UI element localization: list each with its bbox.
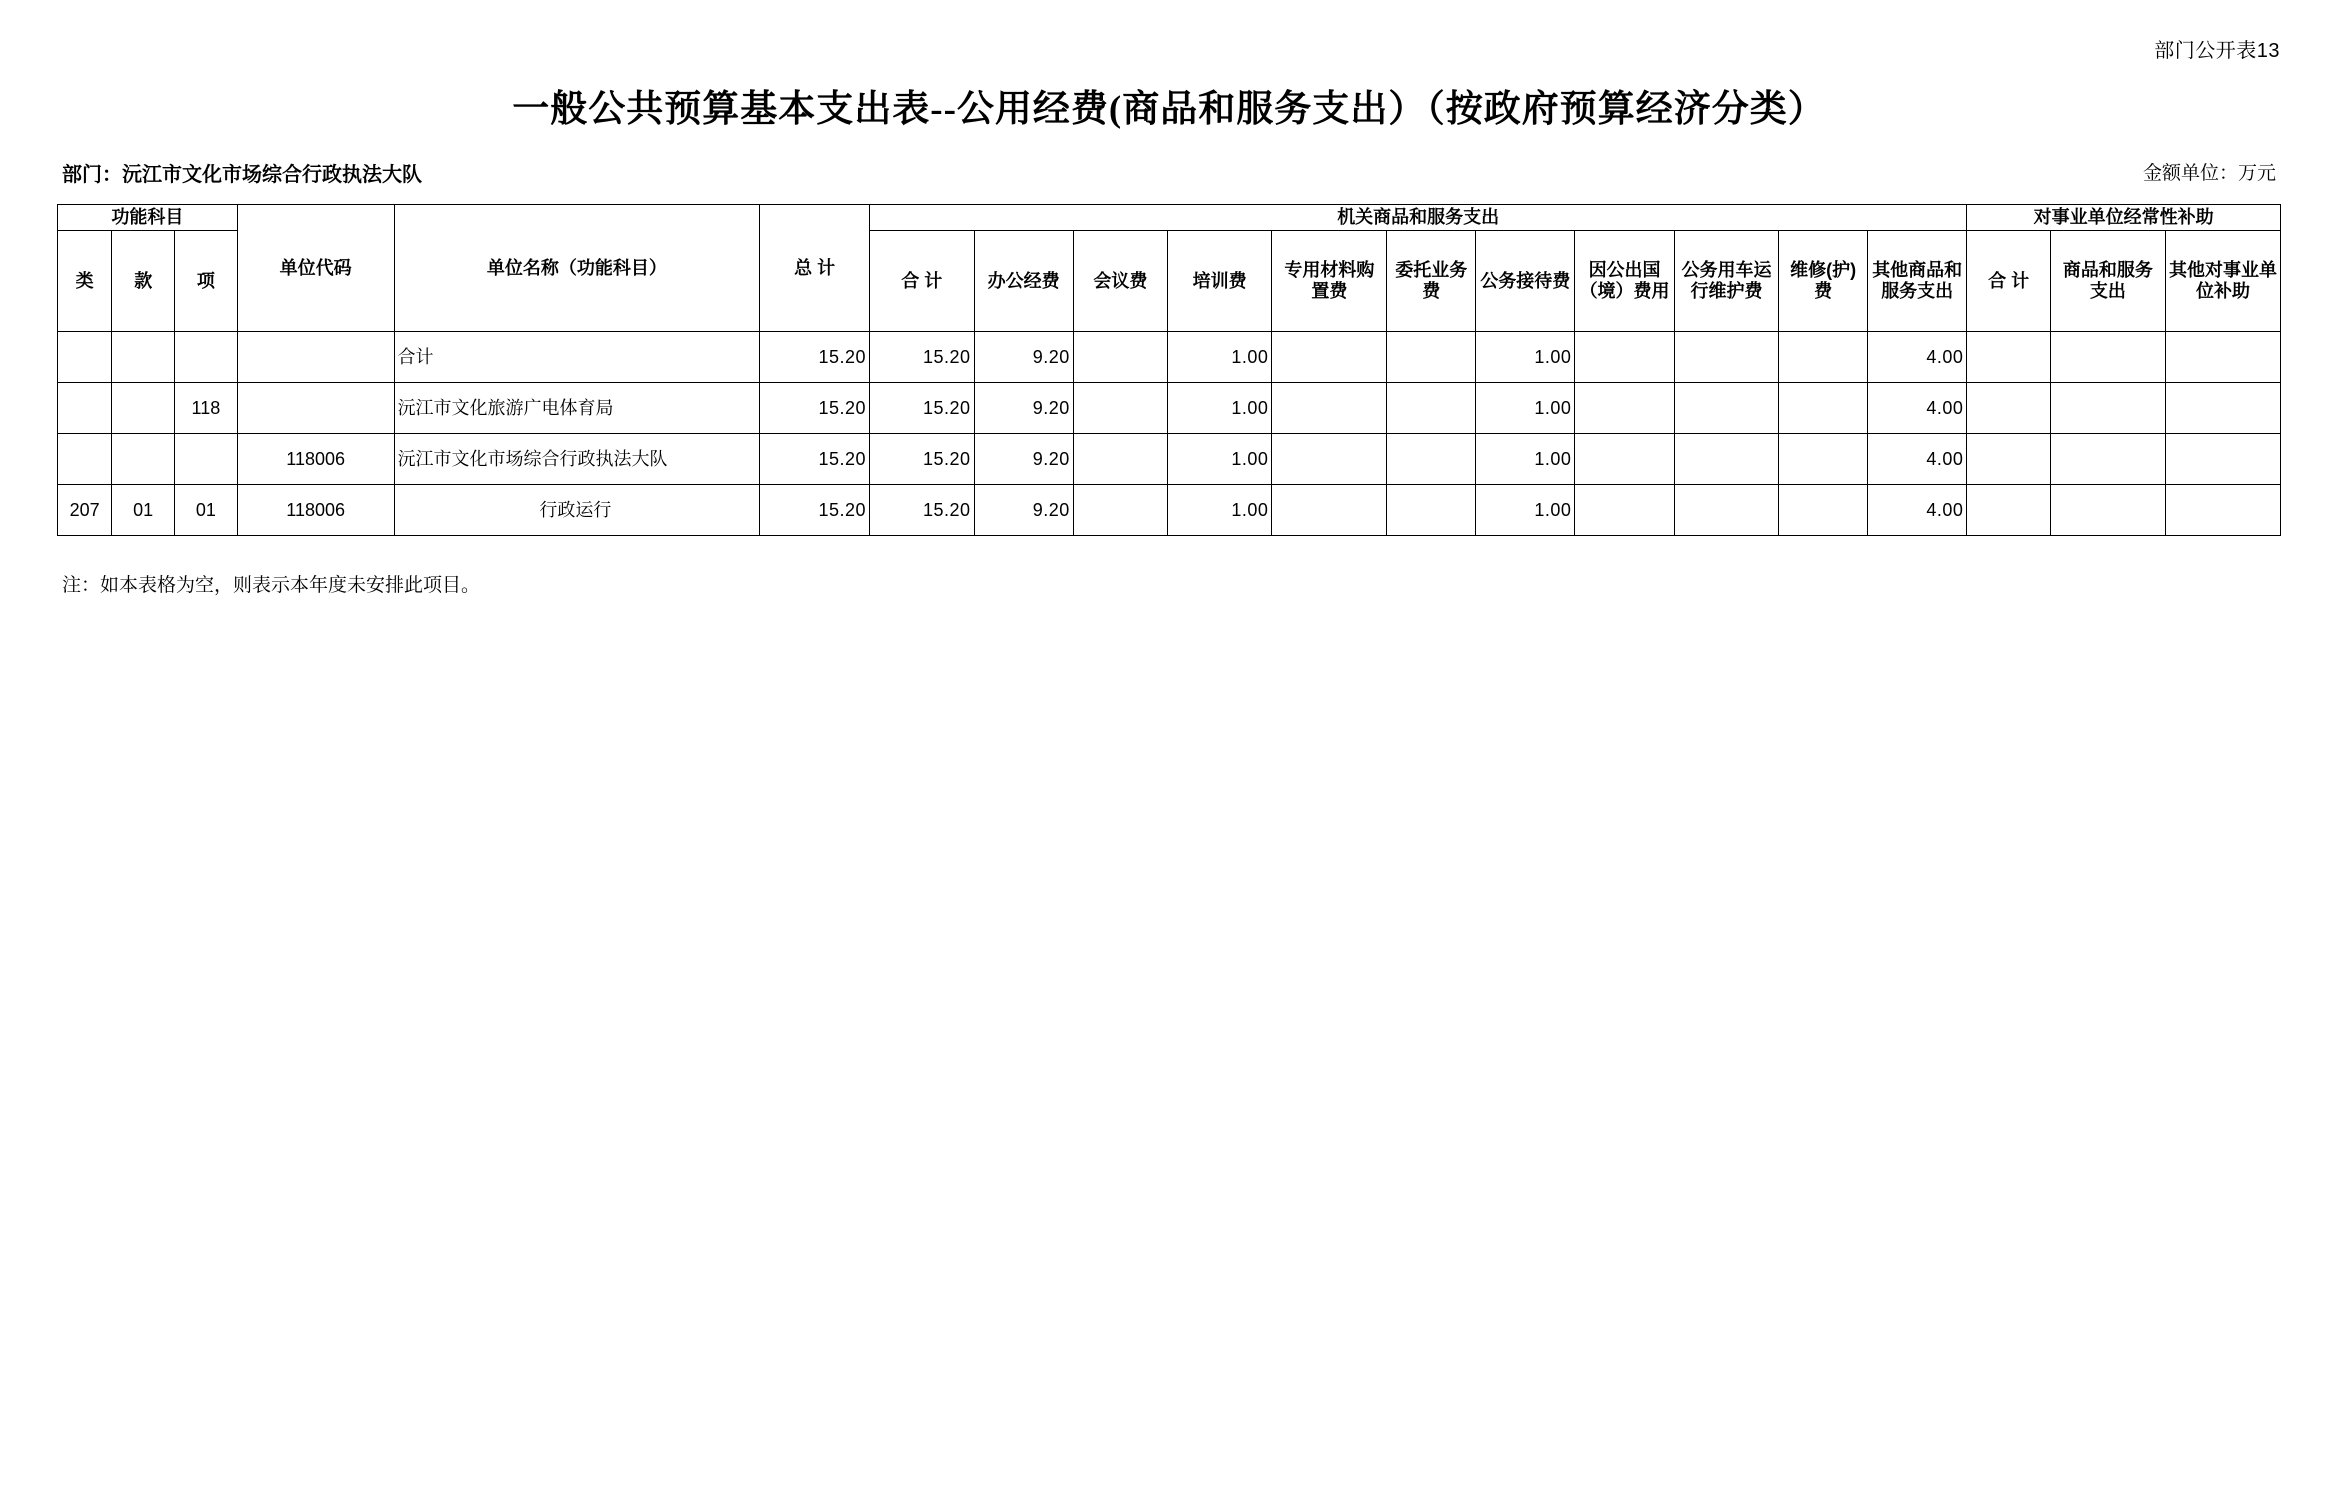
cell-goods-4: [1272, 383, 1387, 434]
cell-unit-code: 118006: [237, 485, 394, 536]
cell-goods-6: 1.00: [1476, 383, 1575, 434]
cell-unit-name: 沅江市文化市场综合行政执法大队: [394, 434, 760, 485]
table-row: [58, 434, 2281, 485]
cell-total: 15.20: [760, 383, 870, 434]
cell-subsidy-1: [2050, 485, 2165, 536]
cell-class: [58, 383, 112, 434]
header-goods-col-0: 合 计: [870, 231, 975, 332]
cell-subsidy-2: [2165, 434, 2280, 485]
cell-goods-2: [1073, 434, 1167, 485]
cell-subsidy-0: [1967, 485, 2051, 536]
cell-goods-9: [1779, 332, 1868, 383]
cell-subsidy-1: [2050, 332, 2165, 383]
table-footnote: 注：如本表格为空，则表示本年度未安排此项目。: [62, 575, 481, 596]
header-item: 项: [175, 231, 238, 332]
cell-goods-7: [1575, 383, 1674, 434]
cell-item: [175, 332, 238, 383]
cell-goods-10: 4.00: [1868, 383, 1967, 434]
header-subsidy-col-0: 合 计: [1967, 231, 2051, 332]
cell-subsidy-0: [1967, 383, 2051, 434]
cell-unit-name: 沅江市文化旅游广电体育局: [394, 383, 760, 434]
cell-goods-0: 15.20: [870, 383, 975, 434]
header-goods-col-6: 公务接待费: [1476, 231, 1575, 332]
header-goods-col-2: 会议费: [1073, 231, 1167, 332]
cell-goods-5: [1387, 485, 1476, 536]
cell-goods-1: 9.20: [974, 485, 1073, 536]
header-goods-col-10: 其他商品和服务支出: [1868, 231, 1967, 332]
cell-goods-5: [1387, 383, 1476, 434]
header-function-subject: 功能科目: [58, 205, 238, 231]
header-total: 总 计: [760, 205, 870, 332]
cell-goods-4: [1272, 485, 1387, 536]
cell-item: [175, 434, 238, 485]
cell-goods-3: 1.00: [1167, 485, 1272, 536]
cell-goods-6: 1.00: [1476, 434, 1575, 485]
form-number-label: 部门公开表13: [2154, 40, 2280, 62]
cell-unit-name: 行政运行: [394, 485, 760, 536]
cell-subsidy-0: [1967, 332, 2051, 383]
cell-total: 15.20: [760, 485, 870, 536]
cell-total: 15.20: [760, 434, 870, 485]
cell-section: [112, 383, 175, 434]
header-goods-col-4: 专用材料购置费: [1272, 231, 1387, 332]
cell-subsidy-0: [1967, 434, 2051, 485]
cell-goods-10: 4.00: [1868, 485, 1967, 536]
cell-unit-code: 118006: [237, 434, 394, 485]
header-subsidy-col-1: 商品和服务支出: [2050, 231, 2165, 332]
amount-unit-label: 金额单位：万元: [2142, 163, 2276, 184]
cell-goods-1: 9.20: [974, 383, 1073, 434]
cell-goods-2: [1073, 383, 1167, 434]
cell-goods-2: [1073, 332, 1167, 383]
table-row: [58, 485, 2281, 536]
cell-section: 01: [112, 485, 175, 536]
cell-goods-9: [1779, 485, 1868, 536]
header-goods-col-5: 委托业务费: [1387, 231, 1476, 332]
cell-subsidy-2: [2165, 383, 2280, 434]
header-unit-name: 单位名称（功能科目）: [394, 205, 760, 332]
cell-section: [112, 332, 175, 383]
budget-table: [57, 204, 2281, 536]
cell-goods-3: 1.00: [1167, 383, 1272, 434]
cell-item: 01: [175, 485, 238, 536]
cell-goods-9: [1779, 434, 1868, 485]
header-group-subsidy: 对事业单位经常性补助: [1967, 205, 2281, 231]
header-goods-col-3: 培训费: [1167, 231, 1272, 332]
cell-goods-2: [1073, 485, 1167, 536]
cell-goods-9: [1779, 383, 1868, 434]
cell-goods-1: 9.20: [974, 434, 1073, 485]
cell-subsidy-2: [2165, 332, 2280, 383]
cell-goods-3: 1.00: [1167, 332, 1272, 383]
cell-section: [112, 434, 175, 485]
cell-goods-7: [1575, 332, 1674, 383]
cell-goods-5: [1387, 434, 1476, 485]
cell-goods-5: [1387, 332, 1476, 383]
cell-goods-8: [1674, 485, 1779, 536]
cell-class: [58, 434, 112, 485]
cell-goods-0: 15.20: [870, 434, 975, 485]
cell-subsidy-1: [2050, 434, 2165, 485]
header-goods-col-1: 办公经费: [974, 231, 1073, 332]
header-subsidy-col-2: 其他对事业单位补助: [2165, 231, 2280, 332]
page-title: 一般公共预算基本支出表--公用经费(商品和服务支出）（按政府预算经济分类）: [512, 89, 1826, 130]
cell-item: 118: [175, 383, 238, 434]
cell-class: 207: [58, 485, 112, 536]
header-goods-col-7: 因公出国（境）费用: [1575, 231, 1674, 332]
cell-goods-10: 4.00: [1868, 434, 1967, 485]
cell-total: 15.20: [760, 332, 870, 383]
cell-goods-4: [1272, 332, 1387, 383]
cell-goods-10: 4.00: [1868, 332, 1967, 383]
cell-goods-6: 1.00: [1476, 485, 1575, 536]
cell-goods-3: 1.00: [1167, 434, 1272, 485]
cell-goods-7: [1575, 434, 1674, 485]
header-goods-col-8: 公务用车运行维护费: [1674, 231, 1779, 332]
cell-goods-0: 15.20: [870, 332, 975, 383]
table-row: [58, 383, 2281, 434]
subtitle-row: [62, 158, 2276, 184]
header-goods-col-9: 维修(护)费: [1779, 231, 1868, 332]
cell-class: [58, 332, 112, 383]
cell-goods-4: [1272, 434, 1387, 485]
cell-unit-name: 合计: [394, 332, 760, 383]
cell-subsidy-1: [2050, 383, 2165, 434]
table-row: [58, 332, 2281, 383]
cell-goods-6: 1.00: [1476, 332, 1575, 383]
department-label: 部门：沅江市文化市场综合行政执法大队: [62, 164, 422, 186]
cell-subsidy-2: [2165, 485, 2280, 536]
header-class: 类: [58, 231, 112, 332]
cell-unit-code: [237, 332, 394, 383]
header-group-goods-services: 机关商品和服务支出: [870, 205, 1967, 231]
cell-goods-1: 9.20: [974, 332, 1073, 383]
cell-goods-8: [1674, 332, 1779, 383]
cell-goods-0: 15.20: [870, 485, 975, 536]
cell-unit-code: [237, 383, 394, 434]
cell-goods-8: [1674, 434, 1779, 485]
header-unit-code: 单位代码: [237, 205, 394, 332]
cell-goods-8: [1674, 383, 1779, 434]
cell-goods-7: [1575, 485, 1674, 536]
header-section: 款: [112, 231, 175, 332]
